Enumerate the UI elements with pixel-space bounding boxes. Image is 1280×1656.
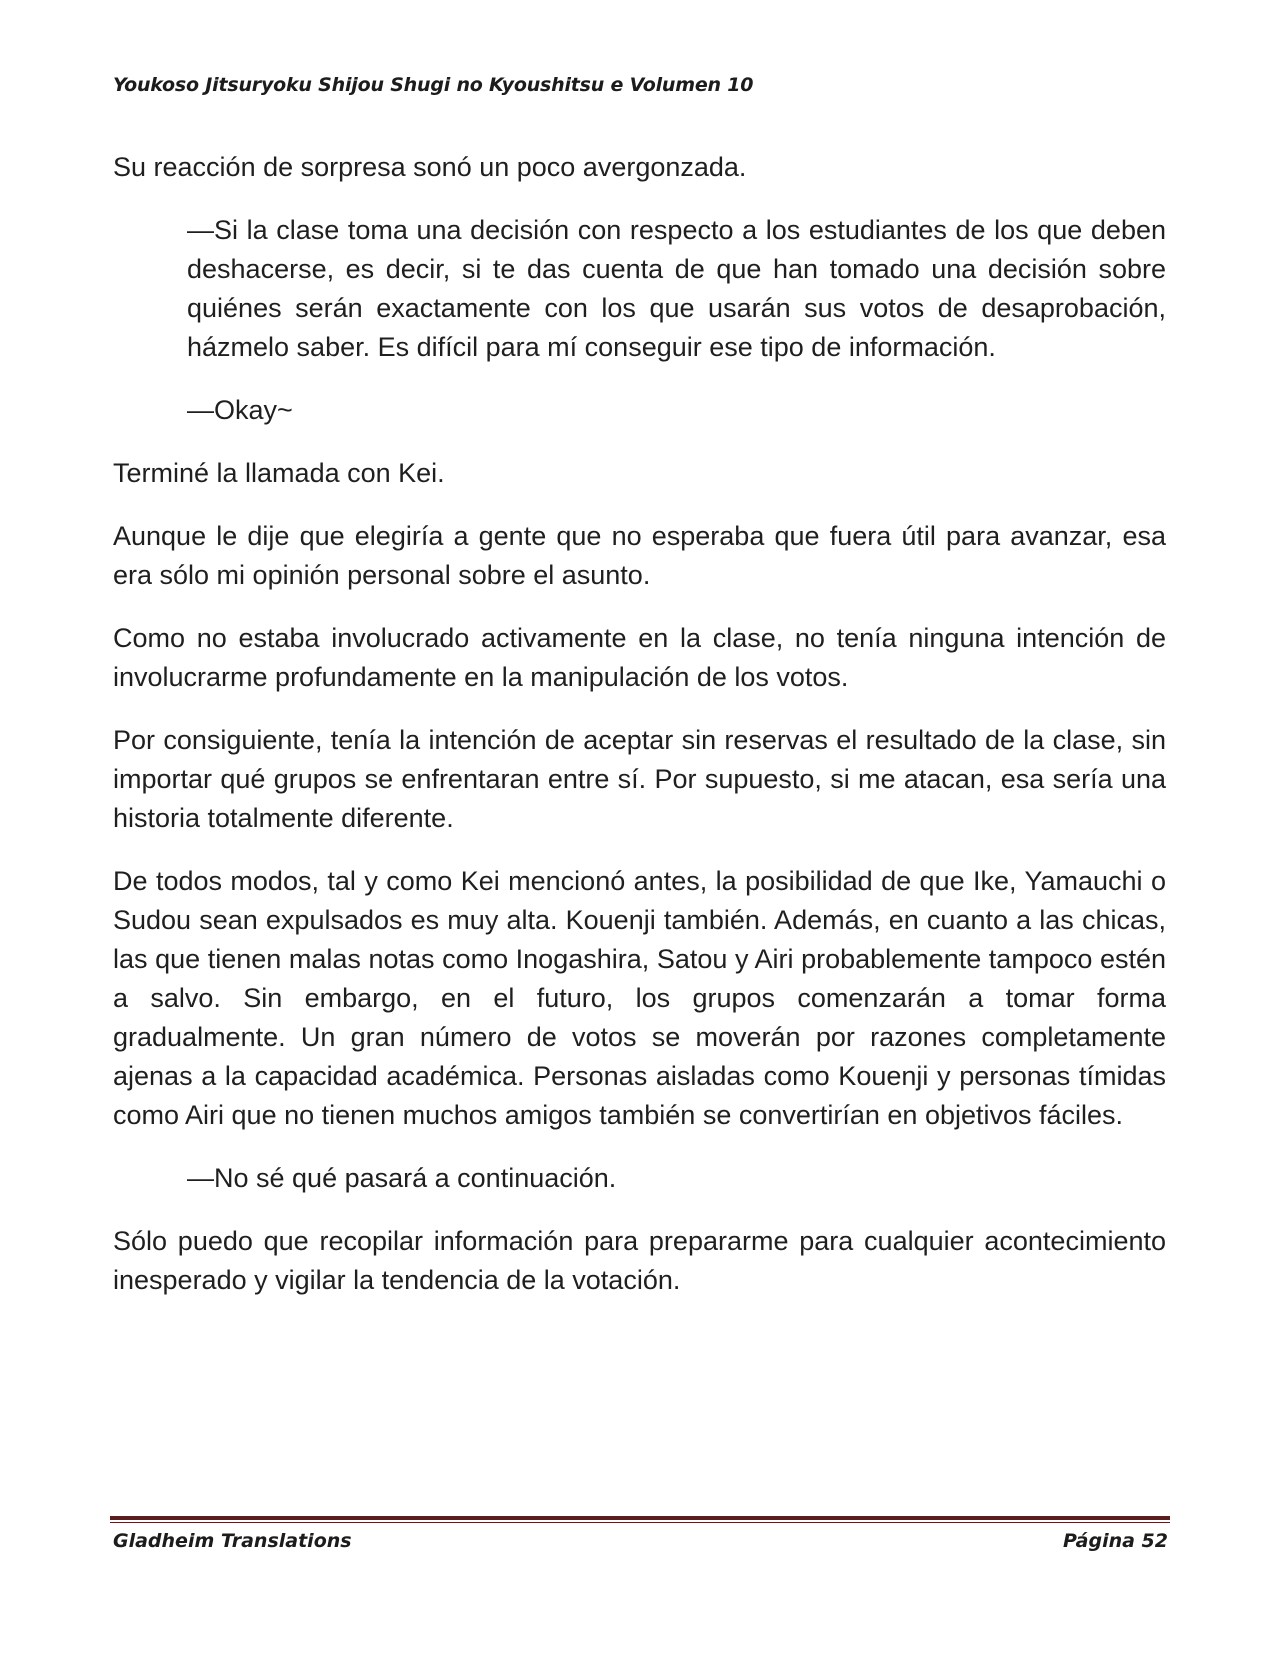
paragraph: Como no estaba involucrado activamente en la clase, no tenía ninguna intención de involucrarme profundamente en la manipulación de los votos. (113, 623, 1166, 692)
running-header: Youkoso Jitsuryoku Shijou Shugi no Kyoushitsu e Volumen 10 (113, 74, 754, 96)
paragraph: Por consiguiente, tenía la intención de aceptar sin reservas el resultado de la clase, sin importar qué grupos se enfrentaran entre sí. Por supuesto, si me atacan, esa sería una historia totalmente diferente. (113, 725, 1166, 833)
footer-divider (110, 1516, 1170, 1523)
paragraph: Su reacción de sorpresa sonó un poco avergonzada. (113, 152, 747, 182)
dialogue-paragraph: —Okay~ (187, 395, 293, 425)
dialogue-paragraph: —No sé qué pasará a continuación. (187, 1163, 617, 1193)
paragraph: Aunque le dije que elegiría a gente que no esperaba que fuera útil para avanzar, esa era sólo mi opinión personal sobre el asunto. (113, 521, 1166, 590)
footer-publisher: Gladheim Translations (113, 1530, 352, 1552)
body-text (113, 148, 1166, 1324)
paragraph: De todos modos, tal y como Kei mencionó antes, la posibilidad de que Ike, Yamauchi o Sudou sean expulsados es muy alta. Kouenji también. Además, en cuanto a las chicas, las que tienen malas notas como Inogashira, Satou y Airi probablemente tampoco estén a salvo. Sin embargo, en el futuro, los grupos comenzarán a tomar forma gradualmente. Un gran número de votos se moverán por razones completamente ajenas a la capacidad académica. Personas aisladas como Kouenji y personas tímidas como Airi que no tienen muchos amigos también se convertirían en objetivos fáciles. (113, 866, 1166, 1130)
paragraph: Terminé la llamada con Kei. (113, 458, 445, 488)
paragraph: Sólo puedo que recopilar información para prepararme para cualquier acontecimiento inesperado y vigilar la tendencia de la votación. (113, 1226, 1166, 1295)
footer-page-number: Página 52 (1062, 1530, 1168, 1552)
dialogue-paragraph: —Si la clase toma una decisión con respecto a los estudiantes de los que deben deshacerse, es decir, si te das cuenta de que han tomado una decisión sobre quiénes serán exactamente con los que usarán sus votos de desaprobación, házmelo saber. Es difícil para mí conseguir ese tipo de información. (187, 215, 1166, 362)
